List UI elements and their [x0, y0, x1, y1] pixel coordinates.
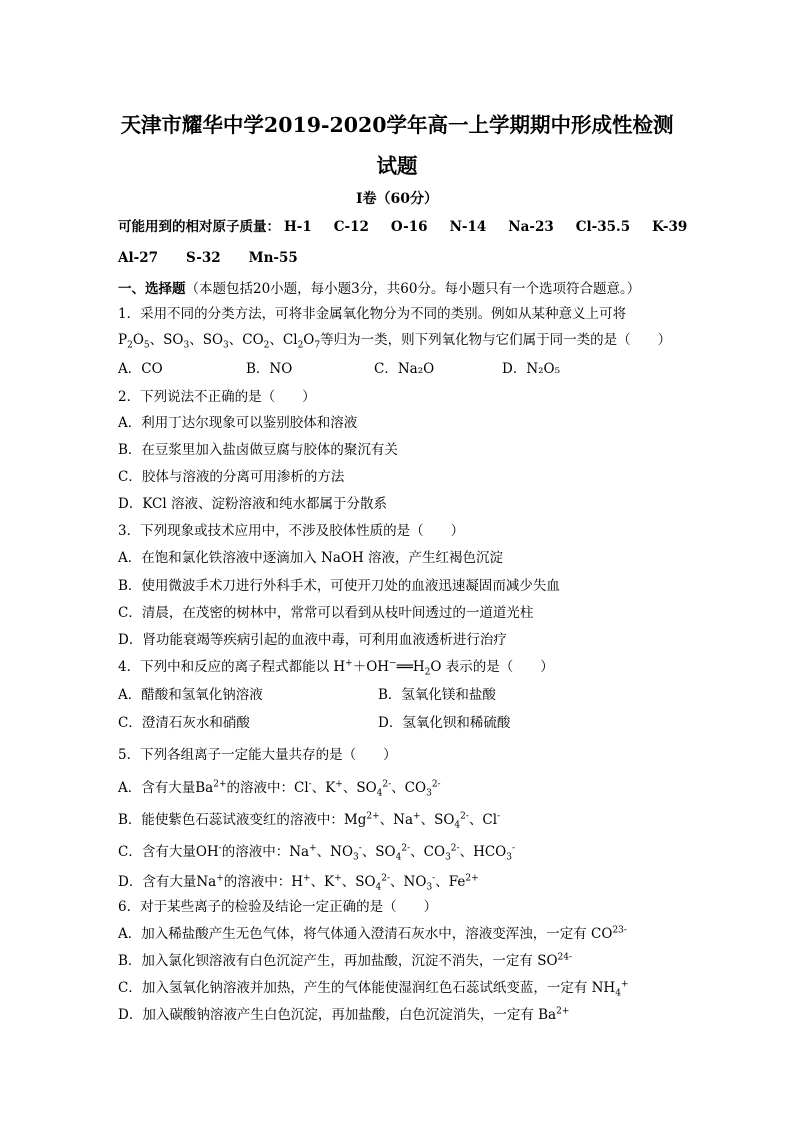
q2-option-b: B．在豆浆里加入盐卤做豆腐与胶体的聚沉有关: [118, 442, 398, 458]
q3-option-b: B．使用微波手术刀进行外科手术，可使开刀处的血液迅速凝固而减少失血: [118, 578, 560, 594]
q1-option-b: B．NO: [246, 361, 293, 377]
q1-stem-line2: $P_2O_5$、$SO_3$、$SO_3$、$CO_2$、$Cl_2O_7$等归为一类，则下列氧化物与它们属于同一类的是（ ）: [118, 332, 672, 351]
q6-stem: 6．对于某些离子的检验及结论一定正确的是（ ）: [118, 899, 438, 915]
q3-option-d: D．肾功能衰竭等疾病引起的血液中毒，可利用血液透析进行治疗: [118, 632, 507, 648]
q4-option-a: A．醋酸和氢氧化钠溶液: [118, 687, 263, 703]
exam-title-line1: 天津市耀华中学2019-2020学年高一上学期期中形成性检测: [120, 113, 674, 137]
q2-option-d: D．KCl 溶液、淀粉溶液和纯水都属于分散系: [118, 496, 387, 512]
q4-option-d: D．氢氧化钡和稀硫酸: [378, 715, 511, 731]
q5-option-a: A．含有大量$Ba^{2+}$的溶液中：Cl-、K+、$SO_4^{2-}$、$CO_3^{2-}$: [118, 779, 441, 799]
q3-option-a: A．在饱和氯化铁溶液中逐滴加入 NaOH 溶液，产生红褐色沉淀: [118, 550, 504, 566]
q5-option-c: C．含有大量OH-的溶液中：Na+、$NO_3^-$、$SO_4^{2-}$、$CO_3^{2-}$、$HCO_3^-$: [118, 843, 516, 863]
q2-stem: 2．下列说法不正确的是（ ）: [118, 389, 316, 405]
atomic-mass-row1: 可能用到的相对原子质量： H-1 C-12 O-16 N-14 Na-23 Cl-35.5 K-39: [118, 219, 688, 235]
q3-stem: 3．下列现象或技术应用中，不涉及胶体性质的是（ ）: [118, 523, 465, 539]
q2-option-c: C．胶体与溶液的分离可用渗析的方法: [118, 469, 345, 485]
q6-option-d: D．加入碳酸钠溶液产生白色沉淀，再加盐酸，白色沉淀消失，一定有 $Ba^{2+}$: [118, 1006, 570, 1023]
q2-option-a: A．利用丁达尔现象可以鉴别胶体和溶液: [118, 415, 358, 431]
q6-option-a: A．加入稀盐酸产生无色气体，将气体通入澄清石灰水中，溶液变浑浊，一定有 $CO^{23-}$: [118, 925, 627, 942]
exam-title-line2: 试题: [376, 154, 418, 178]
q4-option-b: B．氢氧化镁和盐酸: [378, 687, 496, 703]
q4-option-c: C．澄清石灰水和硝酸: [118, 715, 250, 731]
q1-options: [118, 360, 630, 378]
q1-option-d: D．N₂O₅: [502, 361, 561, 377]
q1-option-c: C．Na₂O: [374, 361, 435, 377]
section1-heading: 一、选择题（本题包括20小题，每小题3分，共60分。每小题只有一个选项符合题意。）: [118, 281, 641, 297]
atomic-mass-row2: Al-27 S-32 Mn-55: [118, 250, 298, 266]
q1-option-a: A．CO: [118, 361, 163, 377]
q5-option-b: B．能使紫色石蕊试液变红的溶液中：$Mg^{2+}$、Na+、$SO_4^{2-}$、Cl-: [118, 811, 501, 831]
volume-heading: Ⅰ卷（60分）: [355, 191, 439, 207]
q6-option-c: C．加入氢氧化钠溶液并加热，产生的气体能使湿润红色石蕊试纸变蓝，一定有 $NH_4^+$: [118, 979, 629, 999]
q3-option-c: C．清晨，在茂密的树林中，常常可以看到从枝叶间透过的一道道光柱: [118, 605, 534, 621]
q5-option-d: D．含有大量Na+的溶液中：H+、K+、$SO_4^{2-}$、$NO_3^-$、$Fe^{2+}$: [118, 873, 479, 893]
q5-stem: 5．下列各组离子一定能大量共存的是（ ）: [118, 747, 397, 763]
q6-option-b: B．加入氯化钡溶液有白色沉淀产生，再加盐酸，沉淀不消失，一定有 $SO^{24-}$: [118, 952, 573, 969]
q1-stem-line1: 1．采用不同的分类方法，可将非金属氧化物分为不同的类别。例如从某种意义上可将: [118, 306, 627, 322]
atomic-mass-label: 可能用到的相对原子质量：: [118, 219, 280, 235]
q4-stem: 4．下列中和反应的离子程式都能以 $H^++OH^-══H_2O$ 表示的是（ ）: [118, 658, 554, 678]
